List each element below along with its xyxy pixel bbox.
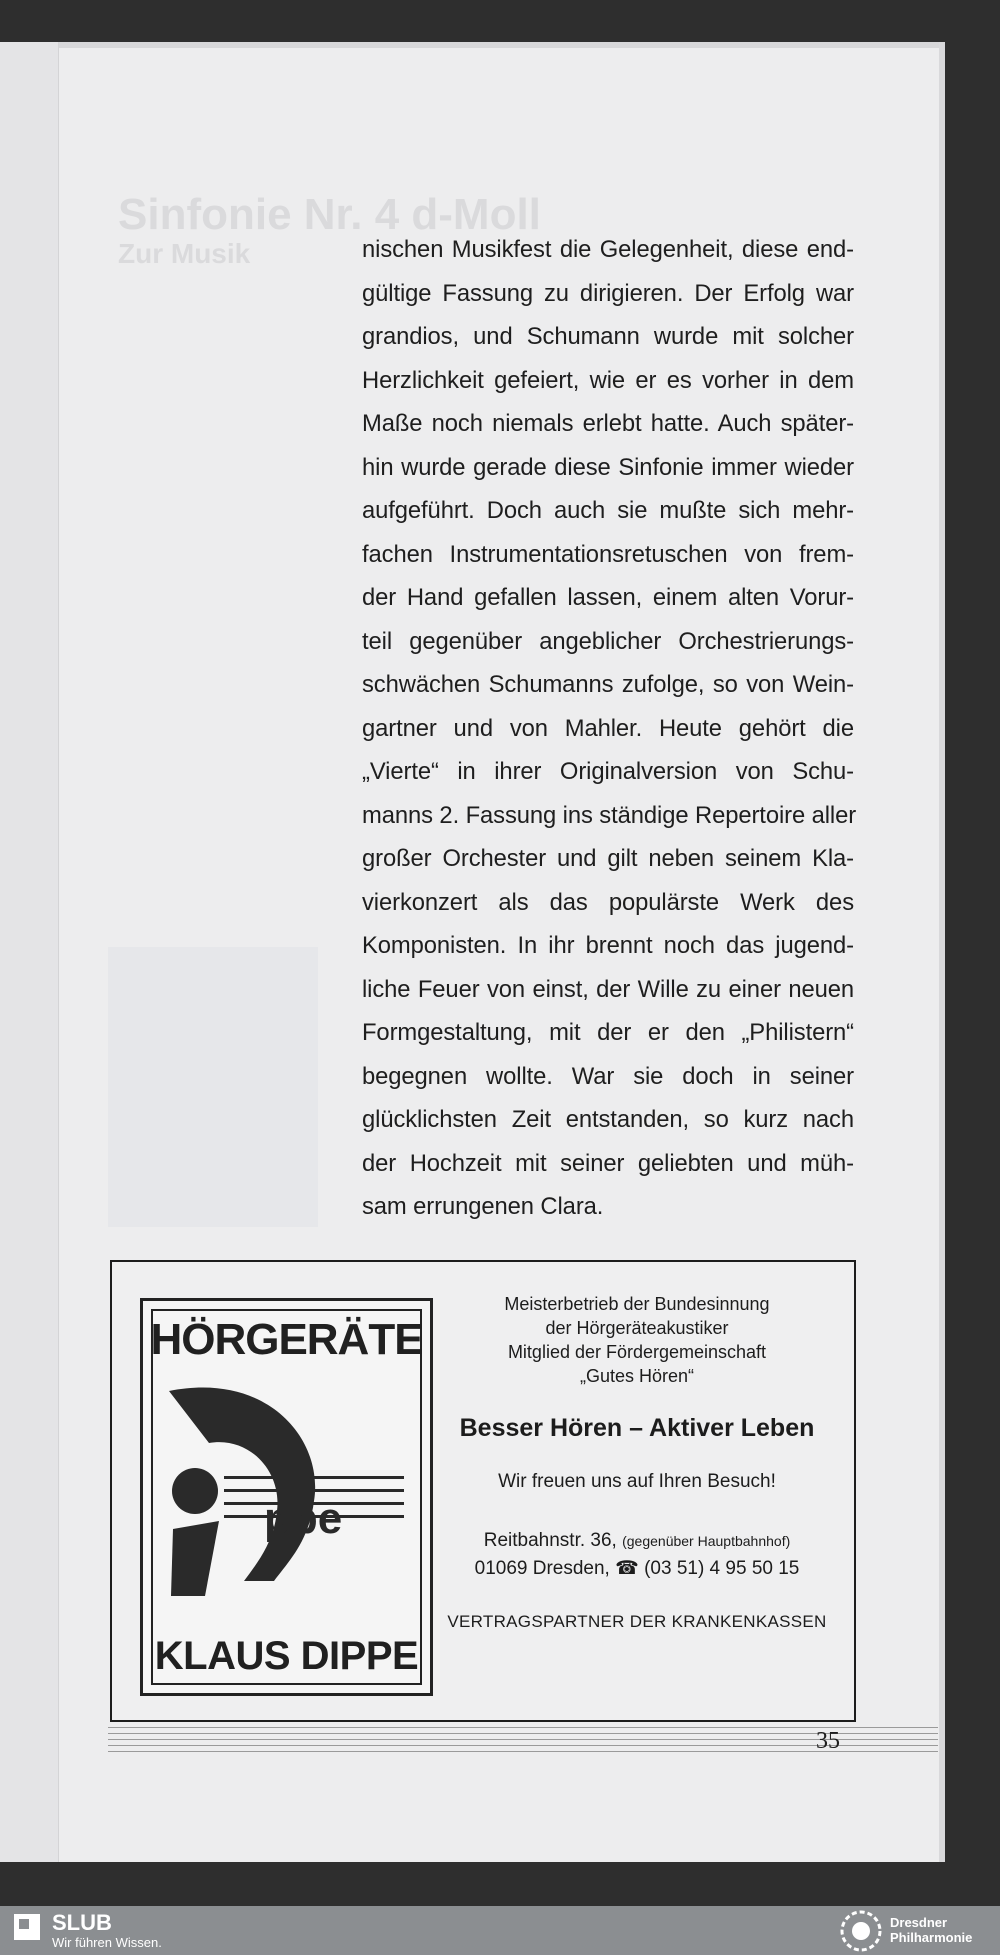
logo-title: HÖRGERÄTE <box>150 1315 423 1364</box>
text-line: der Hochzeit mit seiner geliebten und müh- <box>362 1149 854 1177</box>
philharmonie-line2: Philharmonie <box>890 1930 973 1945</box>
text-line: sam errungenen Clara. <box>362 1193 604 1220</box>
philharmonie-name[interactable] <box>890 1915 972 1945</box>
slub-tagline: Wir führen Wissen. <box>52 1935 162 1950</box>
hearing-aid-advertisement <box>110 1260 856 1722</box>
phone-icon: ☎ <box>615 1558 639 1579</box>
text-line: vierkonzert als das populärste Werk des <box>362 888 854 916</box>
text-line: Formgestaltung, mit der er den „Philistern“ <box>362 1019 854 1046</box>
ad-invitation: Wir freuen uns auf Ihren Besuch! <box>498 1471 776 1492</box>
insurance-partner: VERTRAGSPARTNER DER KRANKENKASSEN <box>447 1612 827 1631</box>
scanned-page <box>0 42 945 1862</box>
philharmonie-logo-icon[interactable] <box>840 1910 882 1952</box>
text-line: manns 2. Fassung ins ständige Repertoire aller <box>362 801 857 829</box>
city: 01069 Dresden, <box>474 1558 610 1579</box>
street-note: (gegenüber Hauptbahnhof) <box>622 1533 791 1549</box>
text-line: begegnen wollte. War sie doch in seiner <box>362 1062 854 1090</box>
text-line: hin wurde gerade diese Sinfonie immer wieder <box>362 453 854 481</box>
text-line: gültige Fassung zu dirigieren. Der Erfolg war <box>362 279 854 307</box>
guild-line: der Hörgeräteakustiker <box>545 1318 729 1338</box>
article-body <box>362 228 857 1229</box>
footer-rule <box>108 1739 938 1740</box>
phone-number: (03 51) 4 95 50 15 <box>644 1558 800 1579</box>
guild-line: Meisterbetrieb der Bundesinnung <box>504 1294 770 1314</box>
ear-icon <box>149 1381 419 1601</box>
text-line: schwächen Schumanns zufolge, so von Wein- <box>362 671 854 698</box>
membership-line: Mitglied der Fördergemeinschaft <box>507 1342 767 1362</box>
logo-letters-text: ppe <box>264 1494 343 1543</box>
text-line: der Hand gefallen lassen, einem alten Vorur- <box>362 584 854 611</box>
text-line: grandios, und Schumann wurde mit solcher <box>362 323 854 350</box>
footer-rule <box>108 1745 938 1746</box>
text-line: liche Feuer von einst, der Wille zu einer neuen <box>362 975 854 1003</box>
membership-line: „Gutes Hören“ <box>579 1366 695 1386</box>
ghost-shaded-block <box>108 947 318 1227</box>
page-number: 35 <box>816 1728 840 1754</box>
footer-rule <box>108 1733 938 1734</box>
street: Reitbahnstr. 36, <box>483 1530 617 1551</box>
footer-rule <box>108 1751 938 1752</box>
text-line: gartner und von Mahler. Heute gehört die <box>362 714 854 742</box>
text-line: großer Orchester und gilt neben seinem Kla- <box>362 845 854 872</box>
ad-address <box>442 1527 832 1582</box>
previous-page-strip <box>0 42 59 1862</box>
text-line: fachen Instrumentationsretuschen von frem- <box>362 540 854 568</box>
text-line: Komponisten. In ihr brennt noch das jugend- <box>362 932 854 959</box>
philharmonie-line1: Dresdner <box>890 1915 948 1930</box>
text-line: Maße noch niemals erlebt hatte. Auch später- <box>362 410 854 437</box>
text-line: nischen Musikfest die Gelegenheit, diese end- <box>362 236 854 263</box>
logo-name: KLAUS DIPPE <box>154 1634 419 1678</box>
text-line: „Vierte“ in ihrer Originalversion von Schu- <box>362 758 854 785</box>
slub-logo-icon[interactable] <box>14 1914 40 1940</box>
text-line: teil gegenüber angeblicher Orchestrierungs- <box>362 627 854 655</box>
slub-name[interactable]: SLUB <box>52 1910 112 1935</box>
ad-text-block <box>442 1292 832 1632</box>
text-line: glücklichsten Zeit entstanden, so kurz nach <box>362 1106 854 1133</box>
page-right-edge <box>939 42 945 1862</box>
ghost-heading: Sinfonie Nr. 4 d-Moll <box>118 190 541 239</box>
text-line: aufgeführt. Doch auch sie mußte sich mehr- <box>362 497 854 524</box>
dippe-logo <box>140 1298 433 1696</box>
footer-bar <box>0 1906 1000 1955</box>
text-line: Herzlichkeit gefeiert, wie er es vorher in dem <box>362 366 854 394</box>
footer-rule <box>108 1727 938 1728</box>
page-top-edge <box>58 42 945 48</box>
ad-slogan: Besser Hören – Aktiver Leben <box>459 1414 815 1442</box>
ghost-subheading: Zur Musik <box>118 238 251 269</box>
